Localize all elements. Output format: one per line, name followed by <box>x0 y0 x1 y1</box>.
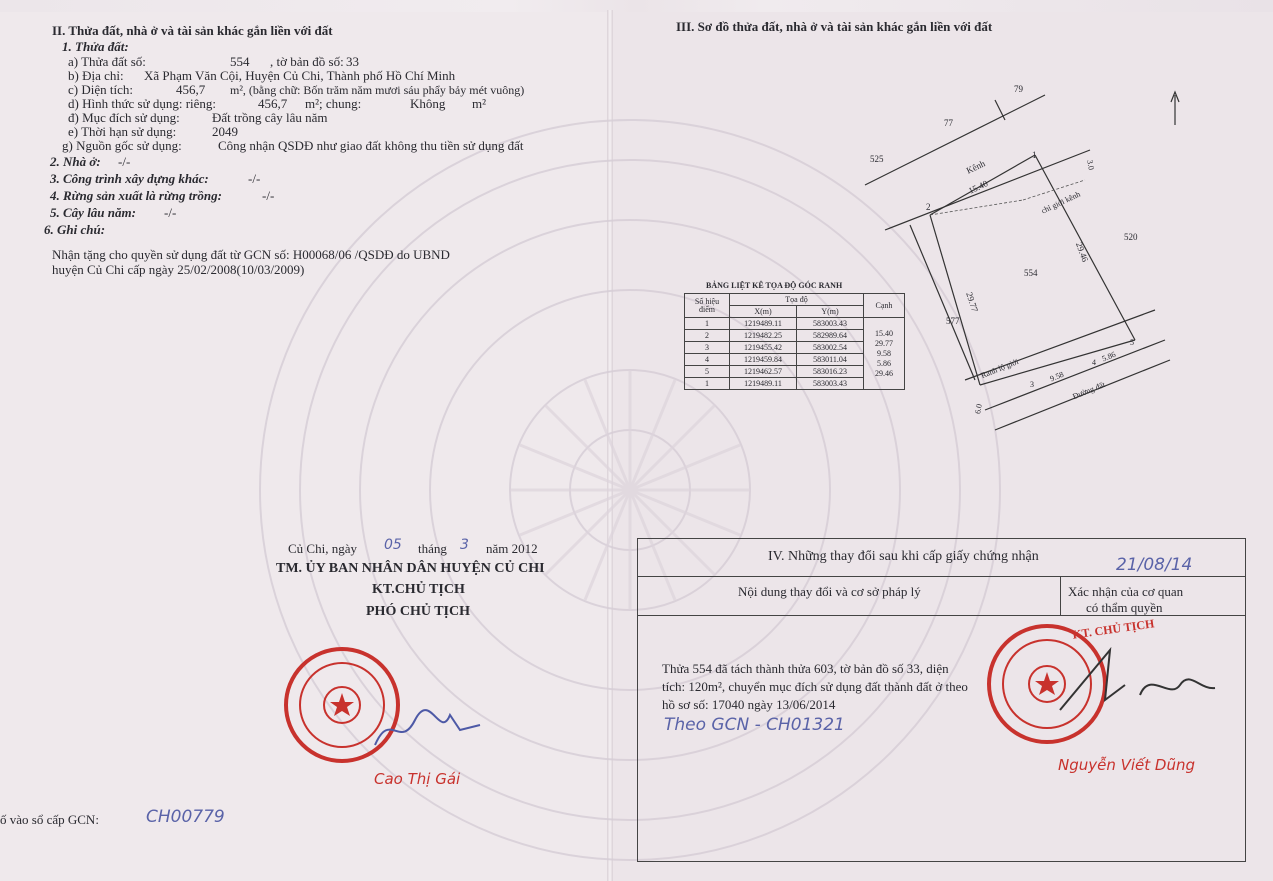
confirm-signer: Nguyễn Viết Dũng <box>1058 756 1196 774</box>
use-form-label: d) Hình thức sử dụng: riêng: <box>68 96 217 111</box>
term-label: e) Thời hạn sử dụng: <box>68 124 177 139</box>
forest-value: -/- <box>262 188 275 203</box>
section-2-title: II. Thửa đất, nhà ở và tài sản khác gắn liền với đất <box>52 23 333 38</box>
signer-name: Cao Thị Gái <box>374 770 461 788</box>
address: Xã Phạm Văn Cội, Huyện Củ Chi, Thành phố Hồ Chí Minh <box>144 68 456 83</box>
map-label-77: 77 <box>944 118 953 128</box>
change-handwritten-ref: Theo GCN - CH01321 <box>664 715 845 735</box>
month-label: tháng <box>418 541 447 556</box>
coord-table <box>684 293 905 390</box>
parcel-no-label: a) Thửa đất số: <box>68 54 146 69</box>
row-point: 4 <box>685 354 730 366</box>
row-y: 583016.23 <box>797 366 864 378</box>
col-point-header: Số hiệu điểm <box>685 294 730 318</box>
row-x: 1219489.11 <box>730 378 797 390</box>
use-shared-label: m²; chung: <box>305 96 362 111</box>
signature-left <box>370 700 490 760</box>
row-x: 1219459.84 <box>730 354 797 366</box>
row-point: 3 <box>685 342 730 354</box>
register-label: ố vào sổ cấp GCN: <box>0 812 99 827</box>
map-ranh-lo-gioi: Ranh lộ giới <box>979 356 1020 381</box>
edge-value: 29.77 <box>875 338 893 348</box>
issue-month: 3 <box>460 537 469 553</box>
confirm-title: KT. CHỦ TỊCH <box>1071 616 1156 642</box>
place-date: Củ Chi, ngày <box>288 541 357 556</box>
term: 2049 <box>212 124 238 139</box>
col-y-header: Y(m) <box>797 306 864 318</box>
row-point: 1 <box>685 378 730 390</box>
notes-line-1: Nhận tặng cho quyền sử dụng đất từ GCN số: H00068/06 /QSDĐ do UBND <box>52 247 450 262</box>
map-chi-gioi: chỉ giới kênh <box>1039 189 1082 216</box>
map-point-1: 1 <box>1032 150 1037 160</box>
map-edge-958: 9.58 <box>1048 369 1065 384</box>
row-x: 1219462.57 <box>730 366 797 378</box>
col-x-header: X(m) <box>730 306 797 318</box>
authority: TM. ỦY BAN NHÂN DÂN HUYỆN CỦ CHI <box>276 561 545 576</box>
change-date: 21/08/14 <box>1116 555 1193 575</box>
edges-cell <box>864 318 905 390</box>
map-edge-1540: 15.40 <box>966 178 990 196</box>
other-works-value: -/- <box>248 171 261 186</box>
issue-day: 05 <box>384 537 402 553</box>
map-sheet-label: , tờ bản đồ số: <box>270 54 344 69</box>
map-d30: 3.0 <box>1085 159 1096 171</box>
row-y: 583003.43 <box>797 378 864 390</box>
map-sheet: 33 <box>346 54 359 69</box>
map-point-3: 3 <box>1030 380 1034 389</box>
section-4-title: IV. Những thay đổi sau khi cấp giấy chứng nhận <box>768 549 1039 564</box>
map-label-520: 520 <box>1124 232 1138 242</box>
map-label-kenh: Kênh <box>964 158 987 176</box>
register-number: CH00779 <box>146 807 225 827</box>
col-edge-header: Cạnh <box>864 294 905 318</box>
coord-table-title: BẢNG LIỆT KÊ TỌA ĐỘ GÓC RANH <box>706 281 843 290</box>
row-point: 5 <box>685 366 730 378</box>
other-works-label: 3. Công trình xây dựng khác: <box>50 171 209 186</box>
origin: Công nhận QSDĐ như giao đất không thu tiền sử dụng đất <box>218 138 524 153</box>
map-edge-2977: 29.77 <box>964 290 981 314</box>
house-label: 2. Nhà ở: <box>50 154 101 169</box>
house-value: -/- <box>118 154 131 169</box>
row-y: 582989.64 <box>797 330 864 342</box>
map-edge-2946: 29.46 <box>1073 240 1091 264</box>
change-line-3: hồ sơ số: 17040 ngày 13/06/2014 <box>662 697 836 712</box>
kt-title: KT.CHỦ TỊCH <box>372 582 465 597</box>
table-row <box>685 318 905 330</box>
row-y: 583003.43 <box>797 318 864 330</box>
parcel-sketch <box>855 80 1195 440</box>
row-x: 1219455.42 <box>730 342 797 354</box>
col-content-header: Nội dung thay đổi và cơ sở pháp lý <box>738 584 921 599</box>
row-y: 583002.54 <box>797 342 864 354</box>
use-shared: Không <box>410 96 446 111</box>
purpose: Đất trồng cây lâu năm <box>212 110 328 125</box>
edge-value: 29.46 <box>875 368 893 378</box>
map-point-5: 5 <box>1130 338 1134 347</box>
map-edge-586: 5.86 <box>1100 349 1117 364</box>
year-label: năm 2012 <box>486 541 538 556</box>
edge-value: 9.58 <box>877 348 891 358</box>
map-label-525: 525 <box>870 154 884 164</box>
parcel-heading: 1. Thửa đất: <box>62 39 129 54</box>
map-label-577: 577 <box>946 316 960 326</box>
map-d60: 6.0 <box>973 403 984 415</box>
col-confirm-header-1: Xác nhận của cơ quan <box>1068 584 1184 599</box>
col-confirm-header-2: có thẩm quyền <box>1086 600 1163 615</box>
edge-value: 5.86 <box>877 358 891 368</box>
use-private: 456,7 <box>258 96 288 111</box>
perennial-value: -/- <box>164 205 177 220</box>
address-label: b) Địa chỉ: <box>68 68 124 83</box>
forest-label: 4. Rừng sản xuất là rừng trồng: <box>50 188 222 203</box>
signature-right <box>1050 640 1220 720</box>
area-words: m², (bằng chữ: Bốn trăm năm mươi sáu phẩy bảy mét vuông) <box>230 83 525 97</box>
map-duong-dat: Đường đất <box>1071 379 1107 402</box>
col-coord-header: Tọa độ <box>730 294 864 306</box>
edge-value: 15.40 <box>875 328 893 338</box>
change-line-1: Thửa 554 đã tách thành thửa 603, tờ bản đồ số 33, diện <box>662 661 949 676</box>
notes-label: 6. Ghi chú: <box>44 222 106 237</box>
notes-line-2: huyện Củ Chi cấp ngày 25/02/2008(10/03/2009) <box>52 262 305 277</box>
parcel-no: 554 <box>230 54 250 69</box>
section-3-title: III. Sơ đồ thửa đất, nhà ở và tài sản khác gắn liền với đất <box>676 19 993 34</box>
purpose-label: đ) Mục đích sử dụng: <box>68 110 180 125</box>
row-point: 2 <box>685 330 730 342</box>
area-label: c) Diện tích: <box>68 82 133 97</box>
row-y: 583011.04 <box>797 354 864 366</box>
vice-title: PHÓ CHỦ TỊCH <box>366 604 470 619</box>
row-x: 1219482.25 <box>730 330 797 342</box>
row-x: 1219489.11 <box>730 318 797 330</box>
map-point-2: 2 <box>926 202 931 212</box>
area-value: 456,7 <box>176 82 206 97</box>
map-point-4: 4 <box>1092 358 1096 367</box>
page-fold <box>607 10 613 881</box>
map-label-554: 554 <box>1024 268 1038 278</box>
perennial-label: 5. Cây lâu năm: <box>50 205 136 220</box>
map-label-79: 79 <box>1014 84 1023 94</box>
use-shared-unit: m² <box>472 96 487 111</box>
row-point: 1 <box>685 318 730 330</box>
origin-label: g) Nguồn gốc sử dụng: <box>62 138 182 153</box>
change-line-2: tích: 120m², chuyển mục đích sử dụng đất thành đất ở theo <box>662 679 968 694</box>
